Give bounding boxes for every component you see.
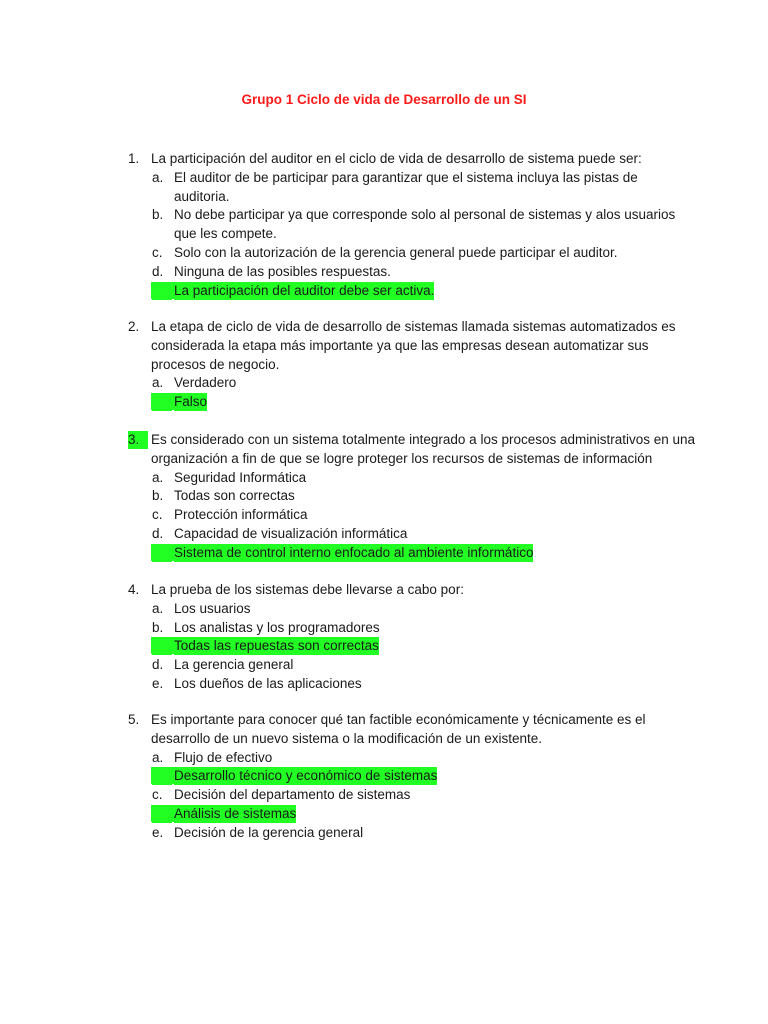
option-label: d. [152,263,164,279]
option-text: La participación del auditor debe ser activa. [174,282,435,298]
option-text: Falso [174,394,208,410]
question-number: 1. [128,151,140,166]
option-text: Seguridad Informática [174,469,307,485]
option-text: Sistema de control interno enfocado al ambiente informático [174,544,534,560]
option-text: Ninguna de las posibles respuestas. [174,263,391,279]
option-text: que les compete. [174,226,277,242]
question-text: procesos de negocio. [151,356,280,372]
question-text: La prueba de los sistemas debe llevarse a cabo por: [151,582,464,597]
option-text: Flujo de efectivo [174,749,273,765]
option-text: El auditor de be participar para garantizar que el sistema incluya las pistas de [174,169,638,185]
option-text: Los analistas y los programadores [174,619,380,635]
option-text: Análisis de sistemas [174,806,297,821]
option-text: Todas las repuestas son correctas [174,638,379,654]
option-text: auditoria. [174,188,230,204]
document-title: Grupo 1 Ciclo de vida de Desarrollo de un SI [241,92,527,107]
option-label: a. [152,169,164,185]
option-label: b. [152,488,164,504]
option-label: e. [152,676,164,691]
option-text: Los usuarios [174,600,251,616]
option-label: a. [152,749,164,765]
option-text: Decisión del departamento de sistemas [174,787,411,803]
question-text: Es considerado con un sistema totalmente integrado a los procesos administrativos en una [151,432,696,447]
option-text: Decisión de la gerencia general [174,824,364,840]
option-label: e. [152,824,164,840]
option-label: c. [152,787,163,803]
option-text: Solo con la autorización de la gerencia general puede participar el auditor. [174,245,618,260]
option-label: a. [152,600,164,616]
option-text: Todas son correctas [174,488,295,504]
question-text: considerada la etapa más importante ya que las empresas desean automatizar sus [151,337,649,353]
option-label: b. [152,207,164,223]
question-text: La etapa de ciclo de vida de desarrollo de sistemas llamada sistemas automatizados es [151,319,676,334]
option-label: a. [152,375,164,391]
option-label: c. [152,245,163,260]
question-number: 4. [128,582,140,597]
question-text: Es importante para conocer qué tan factible económicamente y técnicamente es el [151,712,646,727]
option-text: Protección informática [174,507,308,523]
option-text: Desarrollo técnico y económico de sistemas [174,768,438,784]
option-label: c. [152,507,163,523]
option-text: No debe participar ya que corresponde solo al personal de sistemas y alos usuarios [174,207,676,223]
question-text: La participación del auditor en el ciclo de vida de desarrollo de sistema puede ser: [151,151,642,166]
option-label: a. [152,469,164,485]
option-text: Los dueños de las aplicaciones [174,676,362,691]
question-number: 3. [128,431,148,449]
option-label: d. [152,526,164,541]
option-text: Capacidad de visualización informática [174,526,408,541]
question-number: 2. [128,319,140,334]
question-number: 5. [128,712,140,727]
question-text: organización a fin de que se logre proteger los recursos de sistemas de información [151,450,653,466]
question-text: desarrollo de un nuevo sistema o la modificación de un existente. [151,730,542,746]
option-label: d. [152,657,164,673]
option-label: b. [152,619,164,635]
option-text: La gerencia general [174,657,294,673]
option-text: Verdadero [174,375,237,391]
